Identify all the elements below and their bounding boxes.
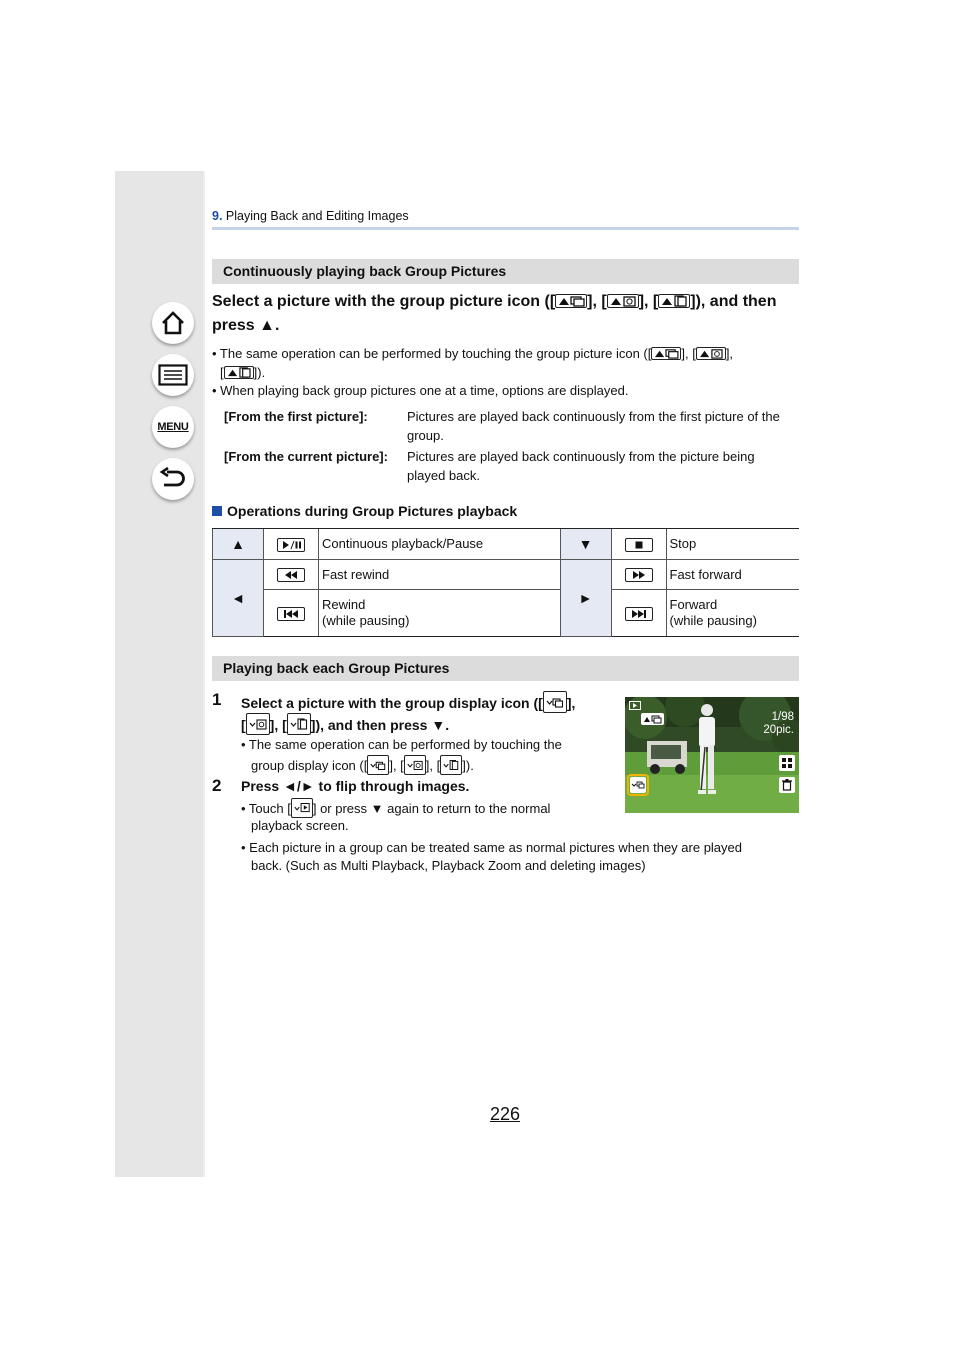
step-number: 1 <box>212 690 222 709</box>
header-rule <box>212 227 799 230</box>
heading-sep: ], [ <box>587 293 607 310</box>
note-b: back. (Such as Multi Playback, Playback Zoom and deleting images) <box>251 858 646 873</box>
fast-forward-cell <box>611 560 666 590</box>
skip-back-icon <box>277 607 305 621</box>
forward-label <box>666 590 799 637</box>
bullet-text: ]). <box>253 365 266 380</box>
group-interval-icon <box>607 294 639 308</box>
option-desc: Pictures are played back continuously from the picture being played back. <box>407 449 755 483</box>
group-display-touch-icon[interactable] <box>627 774 649 796</box>
home-icon <box>160 310 186 336</box>
image-counter <box>763 711 794 737</box>
bullet-touch <box>212 345 733 363</box>
group-type-icon <box>641 713 664 725</box>
step1-text-d: ], [ <box>269 717 287 733</box>
bullet-text: ], [ <box>681 346 696 361</box>
group-burst-icon <box>555 294 587 308</box>
chapter-title: Playing Back and Editing Images <box>222 209 409 223</box>
instruction-heading <box>212 290 802 338</box>
step1-text-c: [ <box>241 717 246 733</box>
bullet-text: [ <box>220 365 224 380</box>
sidebar-edge <box>203 171 205 1177</box>
step-number: 2 <box>212 776 222 795</box>
bullet-touch-cont <box>220 364 265 382</box>
section-header-each: Playing back each Group Pictures <box>212 656 799 681</box>
list-icon <box>158 364 188 386</box>
group-display-interval-icon <box>246 713 270 735</box>
group-display-burst-icon <box>543 691 567 713</box>
rewind-label-2: (while pausing) <box>322 613 410 628</box>
group-burst-icon <box>651 347 681 360</box>
skip-forward-icon <box>625 607 653 621</box>
step2-sub-text: • Touch [ <box>241 801 291 816</box>
group-stopmotion-icon <box>224 366 254 379</box>
step2-sub <box>241 798 550 818</box>
menu-button[interactable] <box>152 406 194 448</box>
play-pause-icon <box>277 538 305 552</box>
group-display-stopmotion-icon <box>440 755 462 775</box>
square-bullet-icon <box>212 506 222 516</box>
heading-text: Select a picture with the group picture icon ([ <box>212 293 556 310</box>
step1-text-b: ], <box>566 695 576 711</box>
group-display-stopmotion-icon <box>287 713 311 735</box>
step2-sub-c: playback screen. <box>251 818 349 833</box>
key-up: ▲ <box>213 529 264 560</box>
stop-cell <box>611 529 666 560</box>
key-down: ▼ <box>560 529 611 560</box>
group-display-burst-icon <box>367 755 389 775</box>
forward-label-1: Forward <box>669 597 718 612</box>
option-desc: Pictures are played back continuously from the first picture of the group. <box>407 409 780 443</box>
fast-forward-icon <box>625 568 653 582</box>
chapter-number: 9. <box>212 209 223 223</box>
operations-title-text: Operations during Group Pictures playback <box>227 503 518 519</box>
group-stopmotion-icon <box>658 294 690 308</box>
contents-button[interactable] <box>152 354 194 396</box>
step1-sub-text: group display icon ([ <box>251 758 368 773</box>
heading-sep: ], [ <box>638 293 659 310</box>
rewind-label <box>319 590 561 637</box>
playback-mode-icon <box>629 701 641 710</box>
forward-cell <box>611 590 666 637</box>
group-exit-icon <box>291 798 313 818</box>
option-key: [From the current picture]: <box>224 449 388 464</box>
stop-label: Stop <box>666 529 799 560</box>
delete-icon[interactable] <box>779 777 795 793</box>
option-key: [From the first picture]: <box>224 409 368 424</box>
step2-sub-text: ] or press ▼ again to return to the normal <box>312 801 551 816</box>
pic-count-text: 20pic. <box>763 724 794 736</box>
home-button[interactable] <box>152 302 194 344</box>
key-left: ◄ <box>213 560 264 637</box>
fast-rewind-label: Fast rewind <box>319 560 561 590</box>
playback-screen <box>625 697 799 813</box>
heading-text: ]), and then <box>690 293 777 310</box>
back-button[interactable] <box>152 458 194 500</box>
step1-sub-text: ], [ <box>389 758 404 773</box>
key-right: ► <box>560 560 611 637</box>
step1-sub-text: ], [ <box>425 758 441 773</box>
operations-title <box>212 503 517 519</box>
operations-table <box>212 528 799 637</box>
step1-text-e: ]), and then press ▼. <box>310 717 450 733</box>
step1-text <box>241 691 575 735</box>
heading-text: press ▲. <box>212 317 280 334</box>
bullet-options: • When playing back group pictures one at a time, options are displayed. <box>212 383 629 398</box>
step2-text: Press ◄/► to flip through images. <box>241 778 470 794</box>
rewind-label-1: Rewind <box>322 597 366 612</box>
step1-sub-text: ]). <box>462 758 474 773</box>
page-number: 226 <box>490 1104 521 1124</box>
fast-forward-label: Fast forward <box>666 560 799 590</box>
rewind-cell <box>264 590 319 637</box>
fast-rewind-icon <box>277 568 305 582</box>
step1-text-a: Select a picture with the group display icon ([ <box>241 695 543 711</box>
counter-text: 1/98 <box>771 711 794 723</box>
section-header-continuous: Continuously playing back Group Pictures <box>212 259 799 284</box>
play-pause-cell <box>264 529 319 560</box>
step1-sub-a: • The same operation can be performed by touching the <box>241 737 562 752</box>
multi-playback-icon[interactable] <box>779 755 795 771</box>
step1-sub-b <box>251 755 474 775</box>
fast-rewind-cell <box>264 560 319 590</box>
group-interval-icon <box>696 347 726 360</box>
return-icon <box>159 467 187 491</box>
bullet-text: ], <box>725 346 734 361</box>
forward-label-2: (while pausing) <box>669 613 757 628</box>
stop-icon <box>625 538 653 552</box>
breadcrumb <box>212 209 409 223</box>
bullet-text: • The same operation can be performed by touching the group picture icon ([ <box>212 346 652 361</box>
menu-label: MENU <box>157 421 189 433</box>
group-display-interval-icon <box>404 755 426 775</box>
play-pause-label: Continuous playback/Pause <box>319 529 561 560</box>
note-a: • Each picture in a group can be treated same as normal pictures when they are played <box>241 840 743 855</box>
